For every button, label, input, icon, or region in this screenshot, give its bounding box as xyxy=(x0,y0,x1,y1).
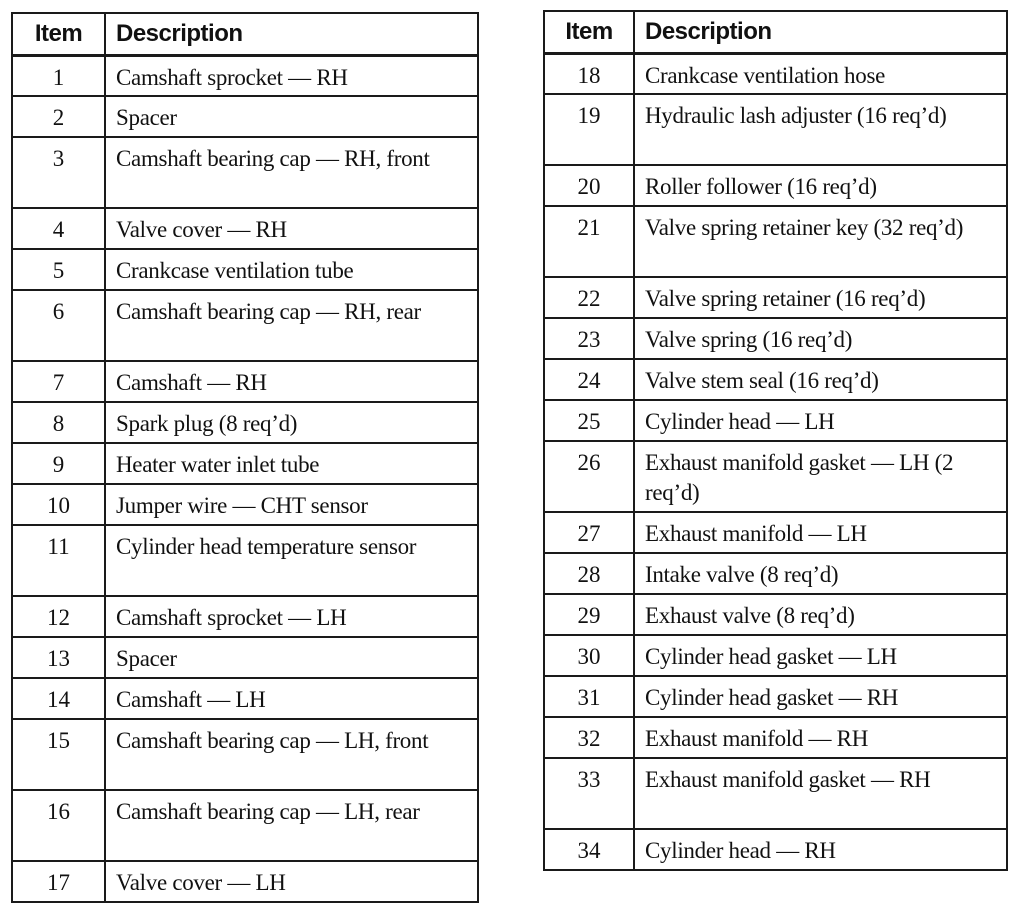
item-description: Camshaft bearing cap — LH, rear xyxy=(105,790,478,861)
table-row xyxy=(12,137,478,208)
item-number: 9 xyxy=(12,443,105,484)
item-number: 26 xyxy=(544,441,634,512)
table-row xyxy=(12,402,478,443)
item-number: 24 xyxy=(544,359,634,400)
item-description: Valve stem seal (16 req’d) xyxy=(634,359,1007,400)
item-description: Cylinder head temperature sensor xyxy=(105,525,478,596)
item-description: Camshaft sprocket — RH xyxy=(105,55,478,96)
item-number: 28 xyxy=(544,553,634,594)
column-header-description: Description xyxy=(634,11,1007,53)
item-number: 7 xyxy=(12,361,105,402)
parts-table-right xyxy=(543,10,1008,871)
item-description: Valve cover — RH xyxy=(105,208,478,249)
table-row xyxy=(12,861,478,902)
table-row xyxy=(544,53,1007,94)
item-number: 11 xyxy=(12,525,105,596)
item-description: Valve cover — LH xyxy=(105,861,478,902)
item-description: Camshaft — LH xyxy=(105,678,478,719)
item-description: Crankcase ventilation hose xyxy=(634,53,1007,94)
item-description: Valve spring (16 req’d) xyxy=(634,318,1007,359)
item-number: 29 xyxy=(544,594,634,635)
item-description: Exhaust manifold gasket — RH xyxy=(634,758,1007,829)
table-row xyxy=(12,55,478,96)
item-description: Intake valve (8 req’d) xyxy=(634,553,1007,594)
table-header-row xyxy=(544,11,1007,53)
item-description: Crankcase ventilation tube xyxy=(105,249,478,290)
item-number: 2 xyxy=(12,96,105,137)
item-number: 14 xyxy=(12,678,105,719)
item-description: Cylinder head gasket — LH xyxy=(634,635,1007,676)
table-row xyxy=(544,277,1007,318)
table-row xyxy=(12,96,478,137)
table-row xyxy=(544,635,1007,676)
item-description: Exhaust manifold — RH xyxy=(634,717,1007,758)
item-description: Jumper wire — CHT sensor xyxy=(105,484,478,525)
table-row xyxy=(544,717,1007,758)
item-number: 12 xyxy=(12,596,105,637)
table-row xyxy=(12,790,478,861)
item-number: 31 xyxy=(544,676,634,717)
item-description: Valve spring retainer (16 req’d) xyxy=(634,277,1007,318)
table-row xyxy=(12,361,478,402)
item-description: Camshaft bearing cap — RH, rear xyxy=(105,290,478,361)
column-header-item: Item xyxy=(544,11,634,53)
item-number: 4 xyxy=(12,208,105,249)
table-row xyxy=(544,359,1007,400)
table-row xyxy=(12,596,478,637)
item-description: Spacer xyxy=(105,96,478,137)
item-description: Exhaust valve (8 req’d) xyxy=(634,594,1007,635)
item-number: 16 xyxy=(12,790,105,861)
table-row xyxy=(12,443,478,484)
table-row xyxy=(544,94,1007,165)
item-number: 17 xyxy=(12,861,105,902)
table-row xyxy=(12,525,478,596)
table-row xyxy=(544,553,1007,594)
table-row xyxy=(544,400,1007,441)
table-row xyxy=(12,637,478,678)
table-row xyxy=(544,676,1007,717)
table-row xyxy=(544,594,1007,635)
table-row xyxy=(12,484,478,525)
item-number: 18 xyxy=(544,53,634,94)
item-description: Spark plug (8 req’d) xyxy=(105,402,478,443)
item-number: 25 xyxy=(544,400,634,441)
item-description: Heater water inlet tube xyxy=(105,443,478,484)
table-row xyxy=(544,758,1007,829)
item-number: 6 xyxy=(12,290,105,361)
parts-table-left xyxy=(11,12,479,903)
item-number: 8 xyxy=(12,402,105,443)
item-description: Exhaust manifold — LH xyxy=(634,512,1007,553)
table-row xyxy=(12,678,478,719)
table-row xyxy=(544,165,1007,206)
item-number: 34 xyxy=(544,829,634,870)
table-row xyxy=(12,208,478,249)
table-row xyxy=(544,206,1007,277)
item-description: Cylinder head — LH xyxy=(634,400,1007,441)
item-number: 1 xyxy=(12,55,105,96)
table-row xyxy=(544,829,1007,870)
item-description: Camshaft bearing cap — RH, front xyxy=(105,137,478,208)
item-number: 15 xyxy=(12,719,105,790)
item-number: 5 xyxy=(12,249,105,290)
item-description: Camshaft bearing cap — LH, front xyxy=(105,719,478,790)
item-number: 19 xyxy=(544,94,634,165)
item-number: 10 xyxy=(12,484,105,525)
item-number: 13 xyxy=(12,637,105,678)
item-number: 21 xyxy=(544,206,634,277)
item-description: Camshaft sprocket — LH xyxy=(105,596,478,637)
item-description: Exhaust manifold gasket — LH (2 req’d) xyxy=(634,441,1007,512)
item-number: 30 xyxy=(544,635,634,676)
item-number: 23 xyxy=(544,318,634,359)
item-number: 20 xyxy=(544,165,634,206)
column-header-description: Description xyxy=(105,13,478,55)
item-description: Cylinder head gasket — RH xyxy=(634,676,1007,717)
item-description: Roller follower (16 req’d) xyxy=(634,165,1007,206)
item-description: Valve spring retainer key (32 req’d) xyxy=(634,206,1007,277)
table-row xyxy=(12,719,478,790)
item-description: Hydraulic lash adjuster (16 req’d) xyxy=(634,94,1007,165)
item-number: 33 xyxy=(544,758,634,829)
item-number: 22 xyxy=(544,277,634,318)
item-number: 27 xyxy=(544,512,634,553)
table-header-row xyxy=(12,13,478,55)
item-description: Camshaft — RH xyxy=(105,361,478,402)
item-description: Cylinder head — RH xyxy=(634,829,1007,870)
item-description: Spacer xyxy=(105,637,478,678)
item-number: 32 xyxy=(544,717,634,758)
table-row xyxy=(544,318,1007,359)
table-row xyxy=(544,441,1007,512)
item-number: 3 xyxy=(12,137,105,208)
table-row xyxy=(12,290,478,361)
table-row xyxy=(12,249,478,290)
column-header-item: Item xyxy=(12,13,105,55)
table-row xyxy=(544,512,1007,553)
